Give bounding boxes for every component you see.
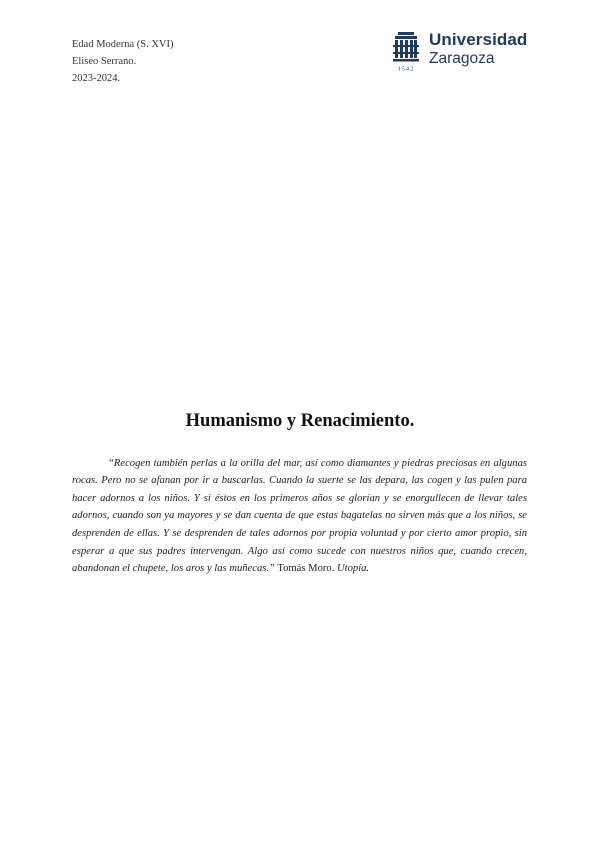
- university-logo: [392, 30, 532, 74]
- emblem-caption: 1542: [397, 66, 415, 72]
- quote-text: “Recogen también perlas a la orilla del mar, así como diamantes y piedras preciosas en algunas rocas. Pero no se afanan por ir a buscarlas. Cuando la suerte se las depara, las cogen y las pulen para hacer adornos a los niños. Y si éstos en los primeros años se glorían y se enorgullecen de llevar tales adornos, cuando son ya mayores y se dan cuenta de que estas bagatelas no sirven más que a los niños, se desprenden de ellas. Y se desprenden de tales adornos por propia voluntad y por cierto amor propio, sin esperar a que sus padres intervengan. Algo así como sucede con nuestros niños que, cuando crecen, abandonan el chupete, los aros y las muñecas.”: [72, 457, 527, 575]
- document-header: [72, 36, 173, 87]
- quote-work: Utopía.: [337, 563, 370, 575]
- epigraph-quote: [72, 455, 527, 578]
- quote-author: Tomás Moro.: [277, 563, 335, 575]
- logo-line-2: Zaragoza: [429, 50, 495, 67]
- university-emblem-icon: [392, 32, 420, 72]
- logo-line-1: Universidad: [429, 30, 528, 49]
- university-wordmark: [429, 30, 527, 67]
- document-title: Humanismo y Renacimiento.: [185, 411, 415, 431]
- course-name: Edad Moderna (S. XVI): [72, 39, 174, 50]
- author-name: Eliseo Serrano.: [72, 56, 137, 67]
- academic-year: 2023-2024.: [72, 73, 121, 84]
